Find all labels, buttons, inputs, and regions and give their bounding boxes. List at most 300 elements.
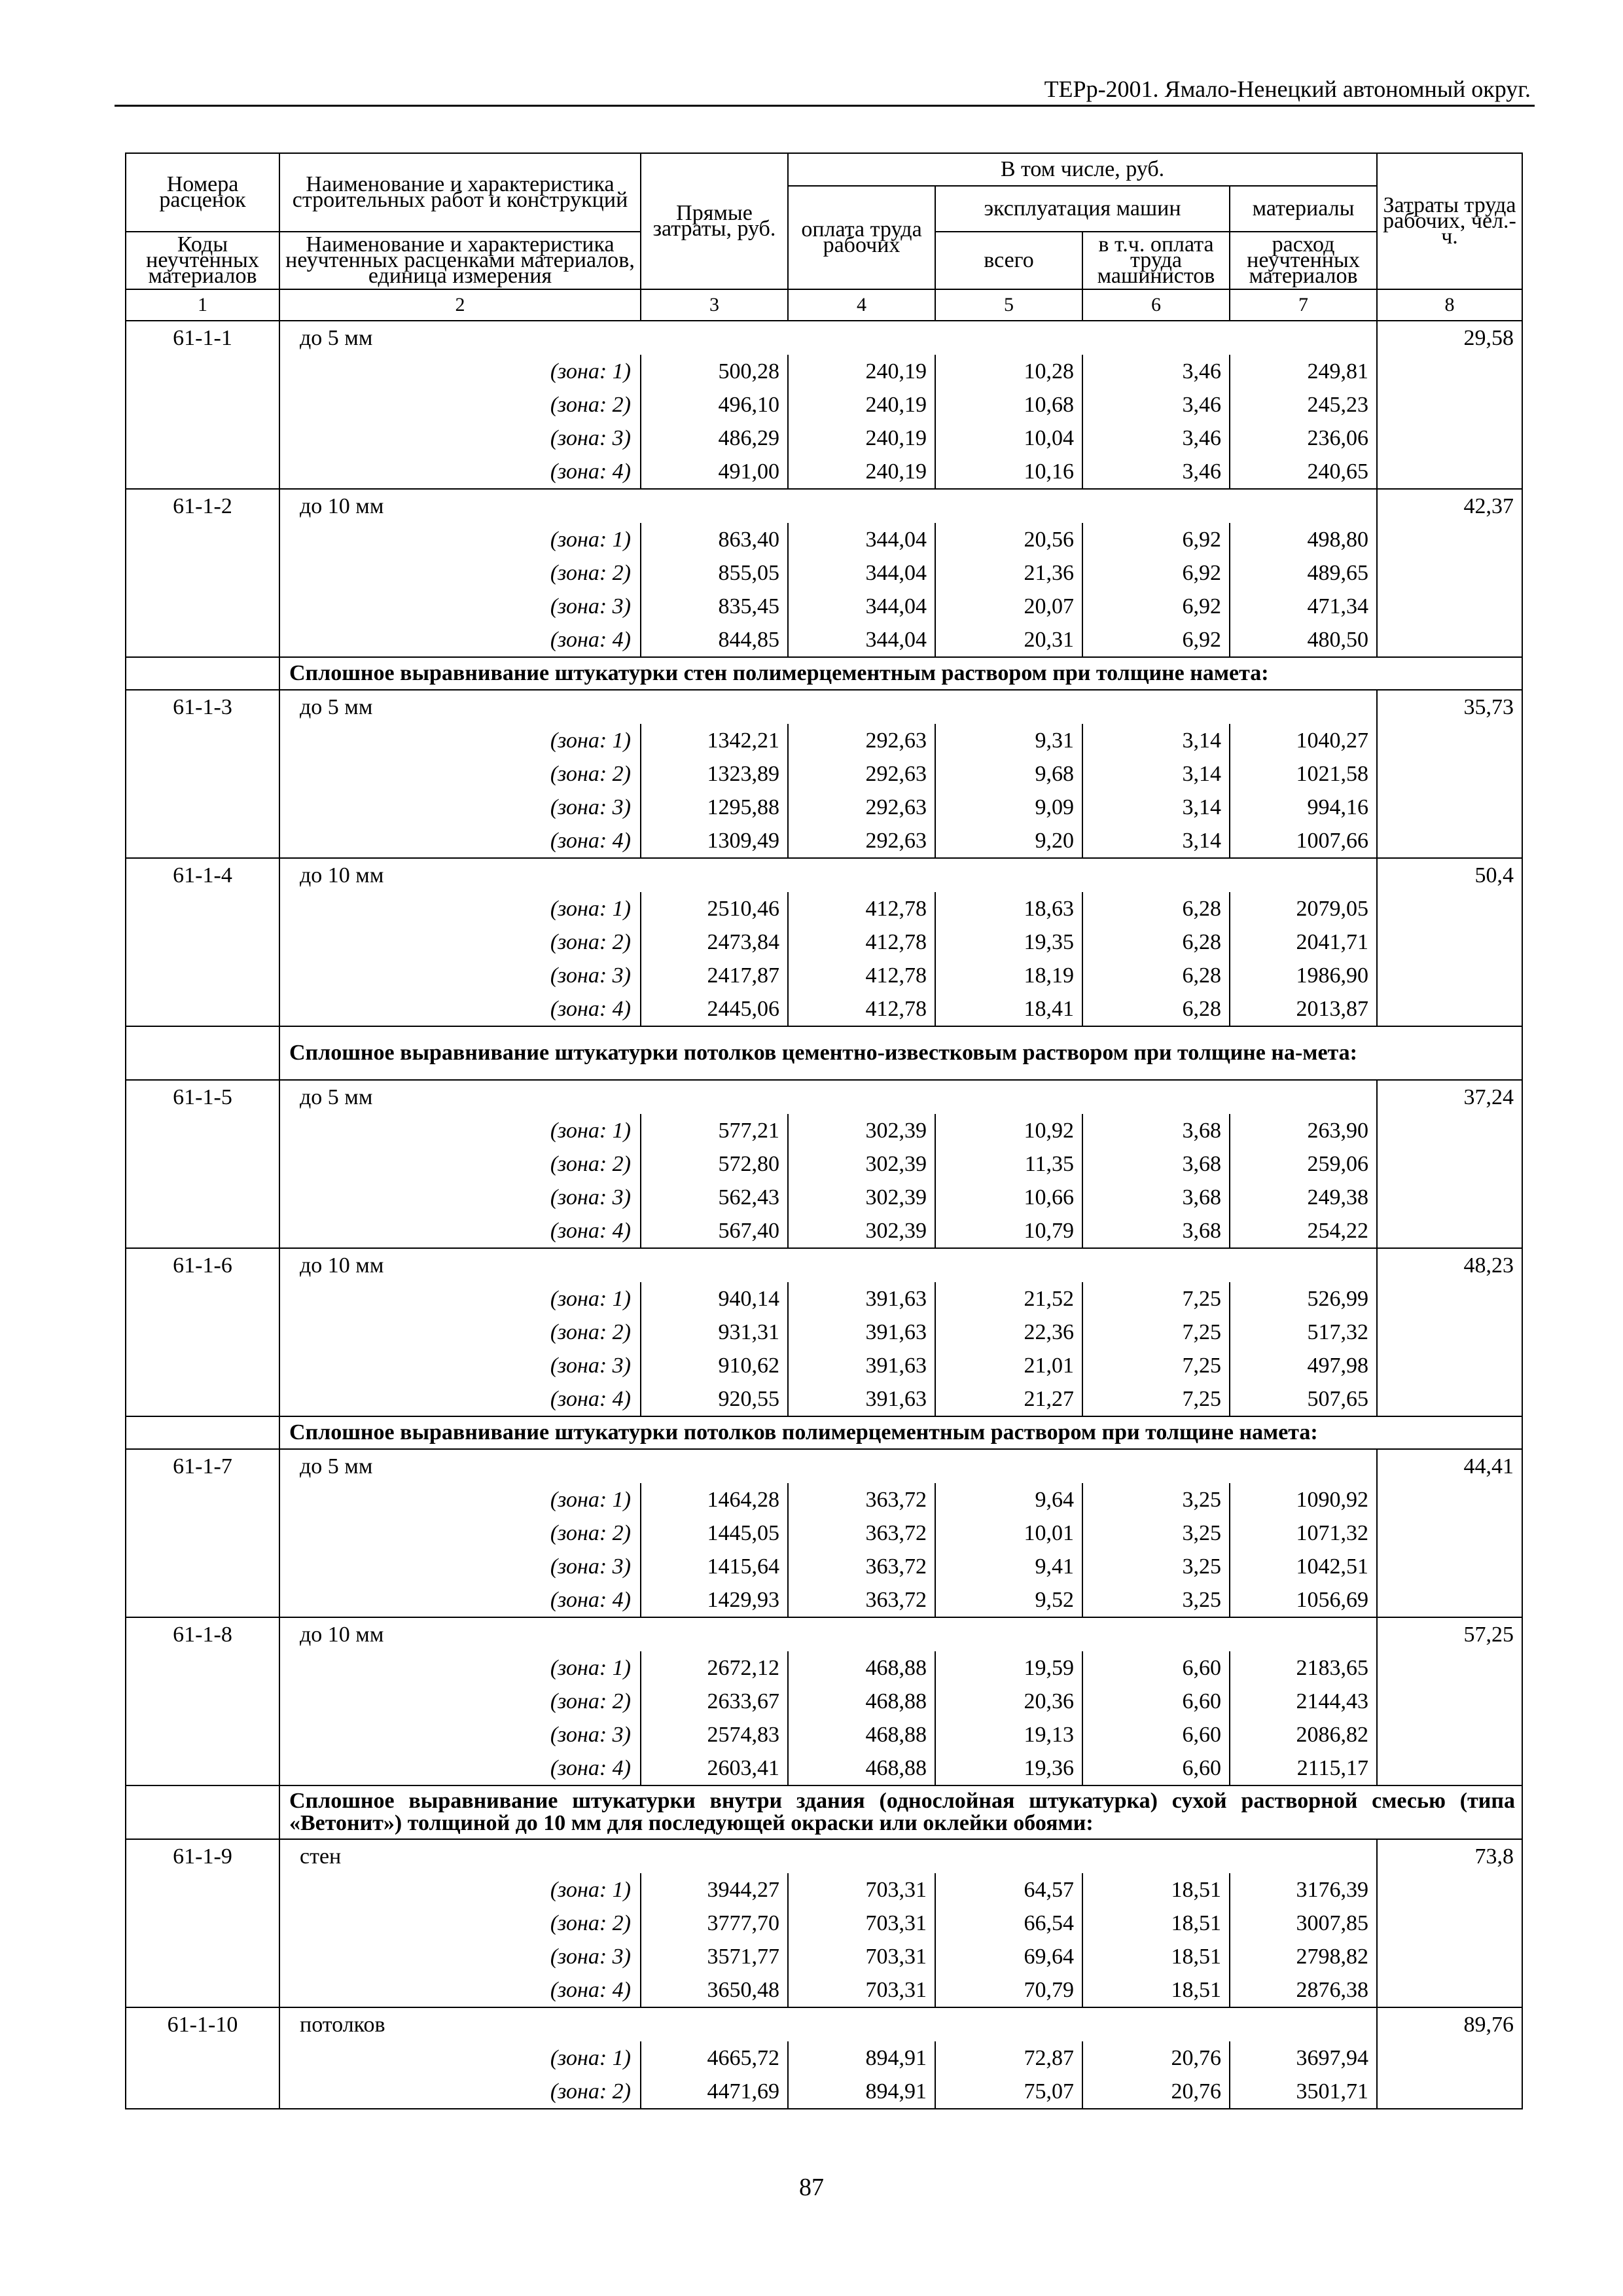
page-number: 87 bbox=[799, 2174, 824, 2201]
direct-costs: 2672,12 bbox=[641, 1651, 788, 1685]
zone-row bbox=[126, 355, 1522, 388]
direct-costs: 496,10 bbox=[641, 388, 788, 422]
section-title: Сплошное выравнивание штукатурки стен полимерцементным раствором при толщине намета: bbox=[279, 657, 1522, 690]
zone-code-cell bbox=[126, 1940, 279, 1973]
materials-cost: 1071,32 bbox=[1230, 1516, 1377, 1550]
zone-code-cell bbox=[126, 1181, 279, 1214]
direct-costs: 2445,06 bbox=[641, 992, 788, 1026]
materials-cost: 1021,58 bbox=[1230, 757, 1377, 791]
zone-row bbox=[126, 2075, 1522, 2109]
materials-cost: 259,06 bbox=[1230, 1147, 1377, 1181]
zone-row bbox=[126, 1685, 1522, 1718]
rate-name: до 5 мм bbox=[279, 321, 1377, 355]
direct-costs: 1295,88 bbox=[641, 791, 788, 824]
running-header bbox=[115, 77, 1535, 107]
zone-code-cell bbox=[126, 1907, 279, 1940]
machinists-wages: 7,25 bbox=[1082, 1316, 1230, 1349]
rate-row bbox=[126, 1080, 1522, 1114]
worker-wages: 302,39 bbox=[788, 1147, 935, 1181]
rate-code: 61-1-4 bbox=[126, 858, 279, 892]
worker-wages: 412,78 bbox=[788, 892, 935, 925]
machinists-wages: 3,68 bbox=[1082, 1147, 1230, 1181]
labor-cell-empty bbox=[1377, 1751, 1522, 1785]
rate-code: 61-1-6 bbox=[126, 1248, 279, 1282]
machinists-wages: 6,28 bbox=[1082, 892, 1230, 925]
col-work-name-header: Наименование и характеристика строительных работ и конструкций bbox=[279, 153, 641, 232]
zone-row bbox=[126, 388, 1522, 422]
machinists-wages: 18,51 bbox=[1082, 1940, 1230, 1973]
direct-costs: 491,00 bbox=[641, 455, 788, 489]
machinists-wages: 3,68 bbox=[1082, 1181, 1230, 1214]
direct-costs: 1429,93 bbox=[641, 1583, 788, 1617]
zone-code-cell bbox=[126, 1718, 279, 1751]
worker-wages: 344,04 bbox=[788, 523, 935, 556]
worker-wages: 302,39 bbox=[788, 1181, 935, 1214]
labor-cell-empty bbox=[1377, 1583, 1522, 1617]
zone-label: (зона: 4) bbox=[279, 1214, 641, 1248]
zone-label: (зона: 1) bbox=[279, 1873, 641, 1907]
worker-wages: 292,63 bbox=[788, 724, 935, 757]
zone-label: (зона: 3) bbox=[279, 791, 641, 824]
zone-code-cell bbox=[126, 1685, 279, 1718]
direct-costs: 486,29 bbox=[641, 422, 788, 455]
table-body bbox=[126, 321, 1522, 2109]
machines-total: 19,59 bbox=[935, 1651, 1082, 1685]
direct-costs: 1415,64 bbox=[641, 1550, 788, 1583]
materials-cost: 471,34 bbox=[1230, 590, 1377, 623]
zone-row bbox=[126, 892, 1522, 925]
zone-label: (зона: 3) bbox=[279, 1181, 641, 1214]
worker-wages: 344,04 bbox=[788, 623, 935, 657]
labor-costs: 42,37 bbox=[1377, 489, 1522, 523]
zone-label: (зона: 3) bbox=[279, 422, 641, 455]
machines-total: 10,66 bbox=[935, 1181, 1082, 1214]
zone-row bbox=[126, 455, 1522, 489]
section-heading-row bbox=[126, 1026, 1522, 1080]
column-number: 7 bbox=[1230, 289, 1377, 321]
rate-row bbox=[126, 690, 1522, 724]
rate-name: до 10 мм bbox=[279, 858, 1377, 892]
direct-costs: 2473,84 bbox=[641, 925, 788, 959]
zone-code-cell bbox=[126, 455, 279, 489]
labor-cell-empty bbox=[1377, 1651, 1522, 1685]
labor-cell-empty bbox=[1377, 556, 1522, 590]
direct-costs: 863,40 bbox=[641, 523, 788, 556]
zone-label: (зона: 2) bbox=[279, 1316, 641, 1349]
machines-total: 20,31 bbox=[935, 623, 1082, 657]
zone-code-cell bbox=[126, 388, 279, 422]
machines-total: 20,36 bbox=[935, 1685, 1082, 1718]
rate-name: до 10 мм bbox=[279, 489, 1377, 523]
machines-total: 9,20 bbox=[935, 824, 1082, 858]
materials-cost: 994,16 bbox=[1230, 791, 1377, 824]
labor-cell-empty bbox=[1377, 925, 1522, 959]
zone-label: (зона: 2) bbox=[279, 388, 641, 422]
zone-label: (зона: 2) bbox=[279, 2075, 641, 2109]
zone-label: (зона: 3) bbox=[279, 1940, 641, 1973]
labor-cell-empty bbox=[1377, 1114, 1522, 1147]
zone-code-cell bbox=[126, 1214, 279, 1248]
zone-row bbox=[126, 1651, 1522, 1685]
worker-wages: 703,31 bbox=[788, 1907, 935, 1940]
zone-row bbox=[126, 1214, 1522, 1248]
column-number: 6 bbox=[1082, 289, 1230, 321]
machinists-wages: 6,28 bbox=[1082, 992, 1230, 1026]
zone-label: (зона: 4) bbox=[279, 1973, 641, 2007]
zone-code-cell bbox=[126, 925, 279, 959]
materials-cost: 1986,90 bbox=[1230, 959, 1377, 992]
zone-row bbox=[126, 724, 1522, 757]
labor-cell-empty bbox=[1377, 422, 1522, 455]
labor-cell-empty bbox=[1377, 1907, 1522, 1940]
zone-code-cell bbox=[126, 422, 279, 455]
labor-cell-empty bbox=[1377, 992, 1522, 1026]
materials-cost: 507,65 bbox=[1230, 1382, 1377, 1416]
labor-cell-empty bbox=[1377, 1316, 1522, 1349]
direct-costs: 3650,48 bbox=[641, 1973, 788, 2007]
zone-row bbox=[126, 791, 1522, 824]
machinists-wages: 7,25 bbox=[1082, 1349, 1230, 1382]
worker-wages: 292,63 bbox=[788, 791, 935, 824]
machines-total: 18,41 bbox=[935, 992, 1082, 1026]
machinists-wages: 20,76 bbox=[1082, 2041, 1230, 2075]
labor-costs: 44,41 bbox=[1377, 1449, 1522, 1483]
column-number: 3 bbox=[641, 289, 788, 321]
zone-label: (зона: 2) bbox=[279, 1147, 641, 1181]
machines-total: 20,56 bbox=[935, 523, 1082, 556]
zone-code-cell bbox=[126, 1382, 279, 1416]
zone-label: (зона: 2) bbox=[279, 757, 641, 791]
direct-costs: 940,14 bbox=[641, 1282, 788, 1316]
machinists-wages: 3,25 bbox=[1082, 1550, 1230, 1583]
labor-cell-empty bbox=[1377, 791, 1522, 824]
materials-cost: 2876,38 bbox=[1230, 1973, 1377, 2007]
direct-costs: 1323,89 bbox=[641, 757, 788, 791]
zone-row bbox=[126, 1282, 1522, 1316]
labor-costs: 35,73 bbox=[1377, 690, 1522, 724]
machinists-wages: 3,46 bbox=[1082, 355, 1230, 388]
machines-total: 10,01 bbox=[935, 1516, 1082, 1550]
zone-label: (зона: 2) bbox=[279, 1907, 641, 1940]
machinists-wages: 18,51 bbox=[1082, 1873, 1230, 1907]
rate-name: до 5 мм bbox=[279, 1449, 1377, 1483]
rate-name: до 5 мм bbox=[279, 690, 1377, 724]
materials-cost: 249,38 bbox=[1230, 1181, 1377, 1214]
machinists-wages: 6,92 bbox=[1082, 623, 1230, 657]
machines-total: 69,64 bbox=[935, 1940, 1082, 1973]
zone-label: (зона: 1) bbox=[279, 2041, 641, 2075]
materials-cost: 498,80 bbox=[1230, 523, 1377, 556]
zone-row bbox=[126, 925, 1522, 959]
materials-cost: 240,65 bbox=[1230, 455, 1377, 489]
labor-cell-empty bbox=[1377, 388, 1522, 422]
zone-row bbox=[126, 1583, 1522, 1617]
machinists-wages: 18,51 bbox=[1082, 1907, 1230, 1940]
zone-label: (зона: 1) bbox=[279, 1483, 641, 1516]
zone-label: (зона: 4) bbox=[279, 992, 641, 1026]
materials-cost: 2144,43 bbox=[1230, 1685, 1377, 1718]
direct-costs: 3777,70 bbox=[641, 1907, 788, 1940]
rates-table bbox=[125, 152, 1523, 2109]
worker-wages: 894,91 bbox=[788, 2075, 935, 2109]
section-code-cell bbox=[126, 657, 279, 690]
zone-code-cell bbox=[126, 1516, 279, 1550]
document-title: ТЕРр-2001. Ямало-Ненецкий автономный округ. bbox=[1044, 76, 1531, 102]
machinists-wages: 6,92 bbox=[1082, 556, 1230, 590]
zone-code-cell bbox=[126, 1550, 279, 1583]
materials-cost: 2086,82 bbox=[1230, 1718, 1377, 1751]
machines-total: 19,36 bbox=[935, 1751, 1082, 1785]
worker-wages: 240,19 bbox=[788, 455, 935, 489]
machinists-wages: 6,28 bbox=[1082, 959, 1230, 992]
labor-cell-empty bbox=[1377, 523, 1522, 556]
materials-cost: 1040,27 bbox=[1230, 724, 1377, 757]
machines-total: 10,68 bbox=[935, 388, 1082, 422]
worker-wages: 703,31 bbox=[788, 1940, 935, 1973]
machinists-wages: 6,60 bbox=[1082, 1685, 1230, 1718]
machines-total: 21,27 bbox=[935, 1382, 1082, 1416]
zone-row bbox=[126, 1718, 1522, 1751]
worker-wages: 240,19 bbox=[788, 422, 935, 455]
labor-cell-empty bbox=[1377, 1349, 1522, 1382]
zone-row bbox=[126, 1114, 1522, 1147]
machinists-wages: 3,14 bbox=[1082, 791, 1230, 824]
zone-code-cell bbox=[126, 992, 279, 1026]
zone-row bbox=[126, 1550, 1522, 1583]
labor-cell-empty bbox=[1377, 757, 1522, 791]
column-numbers-row bbox=[126, 289, 1522, 321]
machines-total: 9,41 bbox=[935, 1550, 1082, 1583]
labor-cell-empty bbox=[1377, 1181, 1522, 1214]
zone-label: (зона: 2) bbox=[279, 556, 641, 590]
direct-costs: 577,21 bbox=[641, 1114, 788, 1147]
zone-code-cell bbox=[126, 523, 279, 556]
machines-total: 10,04 bbox=[935, 422, 1082, 455]
rate-row bbox=[126, 1449, 1522, 1483]
machines-total: 9,68 bbox=[935, 757, 1082, 791]
worker-wages: 391,63 bbox=[788, 1316, 935, 1349]
zone-label: (зона: 1) bbox=[279, 355, 641, 388]
section-code-cell bbox=[126, 1785, 279, 1839]
zone-row bbox=[126, 1483, 1522, 1516]
direct-costs: 1342,21 bbox=[641, 724, 788, 757]
col-wages-header: оплата труда рабочих bbox=[788, 186, 935, 289]
rate-name: потолков bbox=[279, 2007, 1377, 2041]
zone-label: (зона: 4) bbox=[279, 824, 641, 858]
worker-wages: 363,72 bbox=[788, 1483, 935, 1516]
labor-cell-empty bbox=[1377, 1214, 1522, 1248]
direct-costs: 910,62 bbox=[641, 1349, 788, 1382]
zone-code-cell bbox=[126, 892, 279, 925]
machines-total: 20,07 bbox=[935, 590, 1082, 623]
zone-row bbox=[126, 824, 1522, 858]
machines-total: 11,35 bbox=[935, 1147, 1082, 1181]
materials-cost: 526,99 bbox=[1230, 1282, 1377, 1316]
materials-cost: 3697,94 bbox=[1230, 2041, 1377, 2075]
rate-name: стен bbox=[279, 1839, 1377, 1873]
zone-row bbox=[126, 623, 1522, 657]
labor-cell-empty bbox=[1377, 824, 1522, 858]
materials-cost: 254,22 bbox=[1230, 1214, 1377, 1248]
labor-costs: 50,4 bbox=[1377, 858, 1522, 892]
rate-row bbox=[126, 1617, 1522, 1651]
zone-row bbox=[126, 757, 1522, 791]
section-code-cell bbox=[126, 1416, 279, 1449]
direct-costs: 500,28 bbox=[641, 355, 788, 388]
machinists-wages: 7,25 bbox=[1082, 1382, 1230, 1416]
zone-code-cell bbox=[126, 757, 279, 791]
zone-label: (зона: 4) bbox=[279, 623, 641, 657]
machinists-wages: 3,25 bbox=[1082, 1516, 1230, 1550]
zone-label: (зона: 3) bbox=[279, 1349, 641, 1382]
worker-wages: 468,88 bbox=[788, 1685, 935, 1718]
materials-cost: 2798,82 bbox=[1230, 1940, 1377, 1973]
labor-costs: 48,23 bbox=[1377, 1248, 1522, 1282]
machines-total: 9,09 bbox=[935, 791, 1082, 824]
materials-cost: 2041,71 bbox=[1230, 925, 1377, 959]
labor-cell-empty bbox=[1377, 1550, 1522, 1583]
materials-cost: 480,50 bbox=[1230, 623, 1377, 657]
group-including-header: В том числе, руб. bbox=[788, 153, 1377, 186]
zone-code-cell bbox=[126, 355, 279, 388]
materials-cost: 236,06 bbox=[1230, 422, 1377, 455]
direct-costs: 572,80 bbox=[641, 1147, 788, 1181]
direct-costs: 2633,67 bbox=[641, 1685, 788, 1718]
machinists-wages: 3,68 bbox=[1082, 1214, 1230, 1248]
machinists-wages: 3,14 bbox=[1082, 757, 1230, 791]
zone-code-cell bbox=[126, 959, 279, 992]
rate-name: до 5 мм bbox=[279, 1080, 1377, 1114]
zone-code-cell bbox=[126, 1651, 279, 1685]
zone-row bbox=[126, 1147, 1522, 1181]
machinists-wages: 7,25 bbox=[1082, 1282, 1230, 1316]
zone-row bbox=[126, 1382, 1522, 1416]
direct-costs: 1445,05 bbox=[641, 1516, 788, 1550]
zone-code-cell bbox=[126, 824, 279, 858]
zone-code-cell bbox=[126, 1483, 279, 1516]
machines-total: 19,35 bbox=[935, 925, 1082, 959]
section-title: Сплошное выравнивание штукатурки потолков цементно-известковым раствором при толщине на-мета: bbox=[279, 1026, 1522, 1080]
zone-label: (зона: 4) bbox=[279, 1751, 641, 1785]
zone-label: (зона: 2) bbox=[279, 1516, 641, 1550]
zone-code-cell bbox=[126, 791, 279, 824]
zone-row bbox=[126, 1751, 1522, 1785]
machinists-wages: 6,60 bbox=[1082, 1718, 1230, 1751]
worker-wages: 363,72 bbox=[788, 1516, 935, 1550]
zone-code-cell bbox=[126, 2075, 279, 2109]
machines-total: 75,07 bbox=[935, 2075, 1082, 2109]
machinists-wages: 3,25 bbox=[1082, 1483, 1230, 1516]
direct-costs: 4471,69 bbox=[641, 2075, 788, 2109]
zone-row bbox=[126, 590, 1522, 623]
zone-row bbox=[126, 422, 1522, 455]
machines-total: 64,57 bbox=[935, 1873, 1082, 1907]
machines-total: 22,36 bbox=[935, 1316, 1082, 1349]
machinists-wages: 18,51 bbox=[1082, 1973, 1230, 2007]
materials-cost: 2013,87 bbox=[1230, 992, 1377, 1026]
rate-name: до 10 мм bbox=[279, 1617, 1377, 1651]
materials-cost: 1042,51 bbox=[1230, 1550, 1377, 1583]
rate-code: 61-1-9 bbox=[126, 1839, 279, 1873]
machinists-wages: 20,76 bbox=[1082, 2075, 1230, 2109]
labor-cell-empty bbox=[1377, 1483, 1522, 1516]
section-heading-row bbox=[126, 1416, 1522, 1449]
rate-code: 61-1-1 bbox=[126, 321, 279, 355]
machines-total: 70,79 bbox=[935, 1973, 1082, 2007]
machines-total: 9,52 bbox=[935, 1583, 1082, 1617]
zone-row bbox=[126, 1316, 1522, 1349]
worker-wages: 302,39 bbox=[788, 1114, 935, 1147]
section-title: Сплошное выравнивание штукатурки потолков полимерцементным раствором при толщине намета: bbox=[279, 1416, 1522, 1449]
col-rate-numbers-header: Номера расценок bbox=[126, 153, 279, 232]
materials-cost: 497,98 bbox=[1230, 1349, 1377, 1382]
zone-label: (зона: 4) bbox=[279, 1583, 641, 1617]
materials-cost: 2183,65 bbox=[1230, 1651, 1377, 1685]
zone-code-cell bbox=[126, 590, 279, 623]
zone-code-cell bbox=[126, 2041, 279, 2075]
zone-label: (зона: 1) bbox=[279, 523, 641, 556]
zone-label: (зона: 4) bbox=[279, 1382, 641, 1416]
worker-wages: 391,63 bbox=[788, 1349, 935, 1382]
machines-total: 66,54 bbox=[935, 1907, 1082, 1940]
rate-code: 61-1-2 bbox=[126, 489, 279, 523]
worker-wages: 391,63 bbox=[788, 1282, 935, 1316]
machines-total: 21,36 bbox=[935, 556, 1082, 590]
labor-cell-empty bbox=[1377, 1718, 1522, 1751]
labor-cell-empty bbox=[1377, 1685, 1522, 1718]
direct-costs: 567,40 bbox=[641, 1214, 788, 1248]
rate-code: 61-1-8 bbox=[126, 1617, 279, 1651]
materials-cost: 263,90 bbox=[1230, 1114, 1377, 1147]
direct-costs: 920,55 bbox=[641, 1382, 788, 1416]
labor-cell-empty bbox=[1377, 1282, 1522, 1316]
rate-code: 61-1-5 bbox=[126, 1080, 279, 1114]
zone-row bbox=[126, 1873, 1522, 1907]
machines-total: 10,92 bbox=[935, 1114, 1082, 1147]
worker-wages: 391,63 bbox=[788, 1382, 935, 1416]
direct-costs: 2574,83 bbox=[641, 1718, 788, 1751]
direct-costs: 4665,72 bbox=[641, 2041, 788, 2075]
machinists-wages: 6,28 bbox=[1082, 925, 1230, 959]
materials-cost: 1007,66 bbox=[1230, 824, 1377, 858]
direct-costs: 562,43 bbox=[641, 1181, 788, 1214]
machines-total: 9,64 bbox=[935, 1483, 1082, 1516]
labor-cell-empty bbox=[1377, 1973, 1522, 2007]
materials-cost: 489,65 bbox=[1230, 556, 1377, 590]
zone-row bbox=[126, 1516, 1522, 1550]
materials-cost: 517,32 bbox=[1230, 1316, 1377, 1349]
col-material-name-header: Наименование и характеристика неучтенных расценками материалов, единица измерения bbox=[279, 232, 641, 289]
direct-costs: 931,31 bbox=[641, 1316, 788, 1349]
materials-cost: 3176,39 bbox=[1230, 1873, 1377, 1907]
zone-label: (зона: 3) bbox=[279, 1718, 641, 1751]
worker-wages: 412,78 bbox=[788, 925, 935, 959]
materials-cost: 249,81 bbox=[1230, 355, 1377, 388]
direct-costs: 1464,28 bbox=[641, 1483, 788, 1516]
zone-label: (зона: 1) bbox=[279, 724, 641, 757]
column-number: 4 bbox=[788, 289, 935, 321]
zone-code-cell bbox=[126, 1282, 279, 1316]
machines-total: 10,79 bbox=[935, 1214, 1082, 1248]
rate-row bbox=[126, 2007, 1522, 2041]
labor-costs: 73,8 bbox=[1377, 1839, 1522, 1873]
zone-row bbox=[126, 992, 1522, 1026]
zone-code-cell bbox=[126, 1316, 279, 1349]
direct-costs: 3944,27 bbox=[641, 1873, 788, 1907]
section-title: Сплошное выравнивание штукатурки внутри здания (однослойная штукатурка) сухой растворной смесью (типа «Ветонит») толщиной до 10 мм для последующей окраски или оклейки обоями: bbox=[279, 1785, 1522, 1839]
materials-cost: 245,23 bbox=[1230, 388, 1377, 422]
worker-wages: 703,31 bbox=[788, 1873, 935, 1907]
